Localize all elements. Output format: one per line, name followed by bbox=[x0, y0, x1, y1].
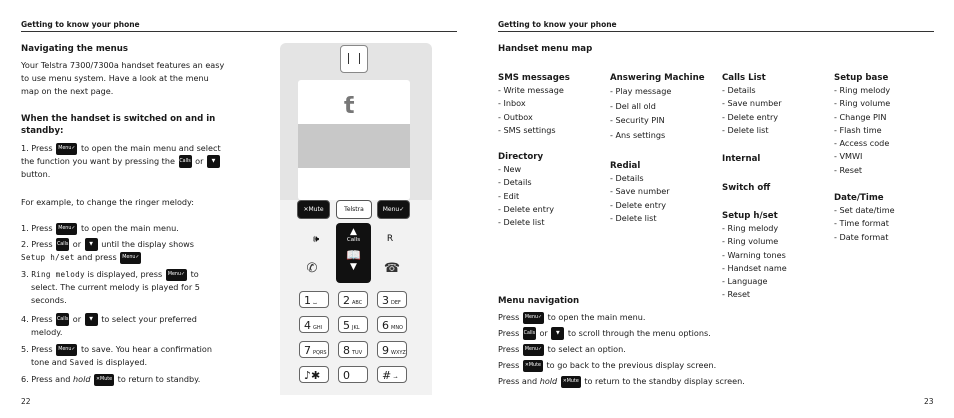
nav-line-3: Press Menu✓ to select an option. bbox=[498, 344, 626, 354]
menu-key-icon: Menu✓ bbox=[523, 344, 544, 356]
running-header: Getting to know your phone bbox=[21, 20, 140, 29]
menu-key-icon: Menu✓ bbox=[56, 143, 77, 155]
keypad-key[interactable]: 8 TUV bbox=[338, 341, 368, 358]
calls-up-key-icon: Calls bbox=[56, 313, 69, 326]
menu-button[interactable]: Menu✓ bbox=[377, 200, 410, 219]
menu-key-icon: Menu✓ bbox=[120, 252, 141, 264]
calls-up-key-icon: Calls bbox=[56, 238, 69, 251]
nav-line-5: Press and hold ✕Mute to return to the standby display screen. bbox=[498, 376, 745, 386]
header-rule bbox=[498, 31, 934, 32]
earpiece bbox=[340, 45, 368, 73]
calls-label: Calls bbox=[346, 237, 361, 243]
menu-internal: Internal bbox=[722, 154, 761, 164]
calls-up-key-icon: Calls bbox=[523, 327, 536, 340]
step-2: 2. Press Calls or ▼ until the display shows Setup h/set and press Menu✓ bbox=[21, 239, 195, 262]
keypad-key[interactable]: 7 PQRS bbox=[299, 341, 329, 358]
menu-key-icon: Menu✓ bbox=[56, 344, 77, 356]
lcd-screen bbox=[298, 124, 410, 168]
menu-setup-handset: Setup h/set - Ring melody - Ring volume - Warning tones - Handset name - Language - Reset bbox=[722, 211, 787, 300]
menu-redial: Redial - Details - Save number - Delete entry - Delete list bbox=[610, 161, 670, 223]
nav-line-2: Press Calls or ▼ to scroll through the menu options. bbox=[498, 328, 711, 338]
menu-setup-base: Setup base - Ring melody - Ring volume - Change PIN - Flash time - Access code - VMWI - Reset bbox=[834, 73, 891, 175]
phonebook-icon: 📖 bbox=[346, 248, 361, 262]
calls-up-key-icon: Calls bbox=[179, 155, 192, 168]
mute-key-icon: ✕Mute bbox=[561, 376, 581, 388]
menu-key-icon: Menu✓ bbox=[56, 223, 77, 235]
menu-switch-off: Switch off bbox=[722, 183, 771, 193]
right-page bbox=[477, 0, 954, 418]
mute-button[interactable]: ✕Mute bbox=[297, 200, 330, 219]
down-key-icon: ▼ bbox=[551, 327, 564, 340]
talk-icon[interactable]: ✆ bbox=[306, 261, 318, 276]
down-key-icon: ▼ bbox=[85, 313, 98, 326]
page-number: 22 bbox=[21, 397, 31, 406]
down-key-icon: ▼ bbox=[207, 155, 220, 168]
menu-key-icon: Menu✓ bbox=[523, 312, 544, 324]
page-number: 23 bbox=[924, 397, 934, 406]
keypad-key[interactable]: 6 MNO bbox=[377, 316, 407, 333]
mute-key-icon: ✕Mute bbox=[523, 360, 543, 372]
menu-date-time: Date/Time - Set date/time - Time format - Date format bbox=[834, 193, 895, 242]
menu-key-icon: Menu✓ bbox=[166, 269, 187, 281]
keypad-key[interactable]: 1 ⌴ bbox=[299, 291, 329, 308]
keypad-key[interactable]: 2 ABC bbox=[338, 291, 368, 308]
keypad-key[interactable]: 9 WXYZ bbox=[377, 341, 407, 358]
down-key-icon: ▼ bbox=[85, 238, 98, 251]
up-arrow-icon: ▲ bbox=[350, 227, 357, 237]
menu-sms: SMS messages - Write message - Inbox - Outbox - SMS settings bbox=[498, 73, 570, 135]
header-rule bbox=[21, 31, 457, 32]
intro-text: Your Telstra 7300/7300a handset features an easy to use menu system. Have a look at the menu map on the next page. bbox=[21, 60, 225, 96]
step-intro: 1. Press Menu✓ to open the main menu and select the function you want by pressing the Calls or ▼ button. bbox=[21, 143, 221, 179]
step-6: 6. Press and hold ✕Mute to return to standby. bbox=[21, 374, 201, 384]
handset-illustration bbox=[280, 43, 432, 395]
end-call-icon[interactable]: ☎ bbox=[383, 261, 401, 276]
mute-key-icon: ✕Mute bbox=[94, 374, 114, 386]
menu-map-title: Handset menu map bbox=[498, 44, 593, 54]
example-text: For example, to change the ringer melody: bbox=[21, 197, 194, 207]
step-5: 5. Press Menu✓ to save. You hear a confirmation tone and Saved is displayed. bbox=[21, 344, 212, 367]
keypad-key[interactable]: 5 JKL bbox=[338, 316, 368, 333]
keypad-key[interactable]: 4 GHI bbox=[299, 316, 329, 333]
menu-calls-list: Calls List - Details - Save number - Delete entry - Delete list bbox=[722, 73, 782, 135]
menu-directory: Directory - New - Details - Edit - Delete entry - Delete list bbox=[498, 152, 555, 228]
speaker-icon[interactable]: 🕪 bbox=[312, 234, 320, 245]
step-1: 1. Press Menu✓ to open the main menu. bbox=[21, 223, 179, 233]
keypad-key[interactable]: 0 bbox=[338, 366, 368, 383]
keypad-key[interactable]: ♪✱ bbox=[299, 366, 329, 383]
keypad-key[interactable]: 3 DEF bbox=[377, 291, 407, 308]
standby-title: When the handset is switched on and in standby: bbox=[21, 114, 216, 136]
down-arrow-icon: ▼ bbox=[350, 262, 357, 272]
keypad-key[interactable]: # ⊸ bbox=[377, 366, 407, 383]
telstra-logo-icon: ƭ bbox=[344, 94, 355, 119]
running-header: Getting to know your phone bbox=[498, 20, 617, 29]
nav-line-4: Press ✕Mute to go back to the previous display screen. bbox=[498, 360, 717, 370]
recall-button[interactable]: R bbox=[386, 234, 394, 244]
step-4: 4. Press Calls or ▼ to select your preferred melody. bbox=[21, 314, 197, 337]
menu-answering-machine: Answering Machine - Play message - Del all old - Security PIN - Ans settings bbox=[610, 73, 705, 140]
step-3: 3. Ring melody is displayed, press Menu✓ to select. The current melody is played for 5 seconds. bbox=[21, 269, 200, 305]
telstra-button[interactable]: Telstra bbox=[336, 200, 372, 219]
menu-navigation-title: Menu navigation bbox=[498, 296, 580, 306]
section-title: Navigating the menus bbox=[21, 44, 128, 54]
display-panel bbox=[298, 80, 410, 200]
nav-line-1: Press Menu✓ to open the main menu. bbox=[498, 312, 646, 322]
nav-key[interactable] bbox=[336, 223, 371, 283]
